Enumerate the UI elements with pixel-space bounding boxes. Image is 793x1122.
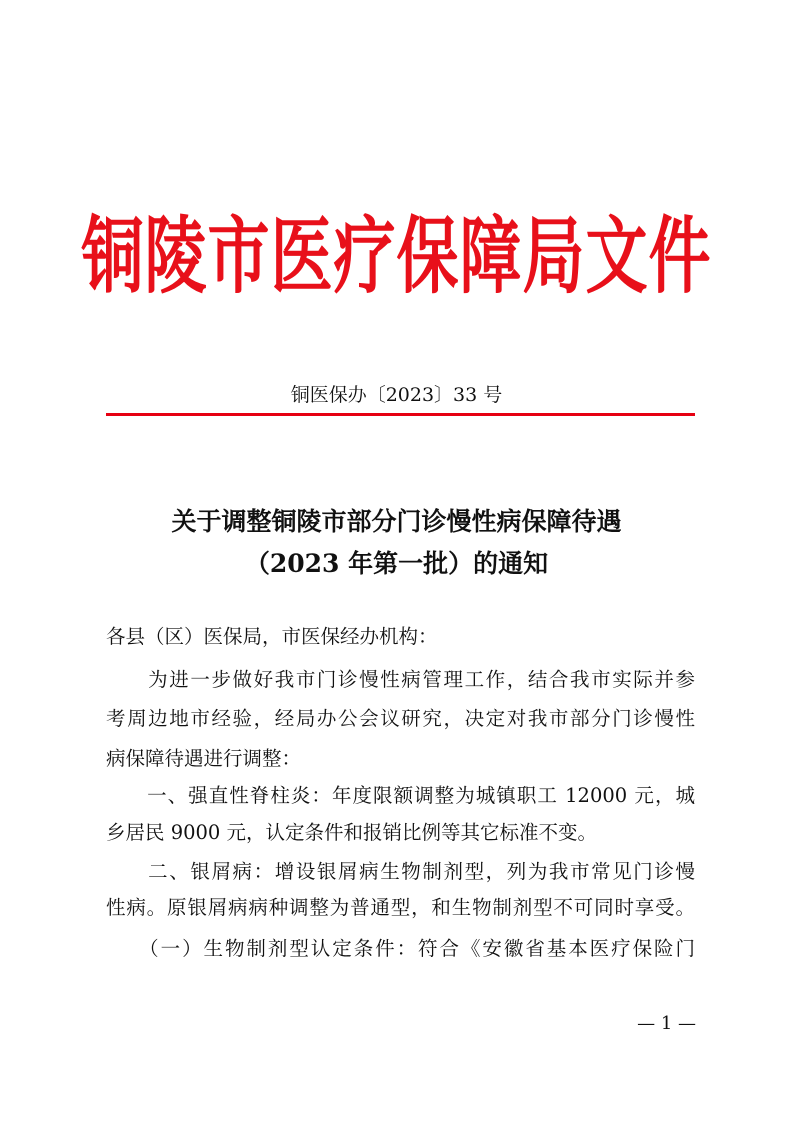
body-line: 病保障待遇进行调整： xyxy=(106,747,302,770)
document-title-line-2: （2023 年第一批）的通知 xyxy=(244,549,549,578)
body-line: 乡居民 9000 元，认定条件和报销比例等其它标准不变。 xyxy=(106,821,598,844)
document-number: 铜医保办〔2023〕33 号 xyxy=(290,384,503,406)
page-number: — 1 — xyxy=(637,1013,696,1034)
body-line: 二、银屑病：增设银屑病生物制剂型，列为我市常见门诊慢 xyxy=(106,860,695,883)
body-line-salutation: 各县（区）医保局，市医保经办机构： xyxy=(106,625,438,648)
red-divider xyxy=(106,413,695,416)
body-line: 性病。原银屑病病种调整为普通型，和生物制剂型不可同时享受。 xyxy=(106,896,695,919)
body-line: 考周边地市经验，经局办公会议研究，决定对我市部分门诊慢性 xyxy=(106,707,695,730)
body-line: （一）生物制剂型认定条件：符合《安徽省基本医疗保险门 xyxy=(106,937,695,960)
masthead: 铜陵市医疗保障局文件 xyxy=(81,206,712,306)
body-line: 为进一步做好我市门诊慢性病管理工作，结合我市实际并参 xyxy=(106,668,695,691)
body-line: 一、强直性脊柱炎：年度限额调整为城镇职工 12000 元，城 xyxy=(106,784,695,807)
document-title-line-1: 关于调整铜陵市部分门诊慢性病保障待遇 xyxy=(171,507,622,536)
